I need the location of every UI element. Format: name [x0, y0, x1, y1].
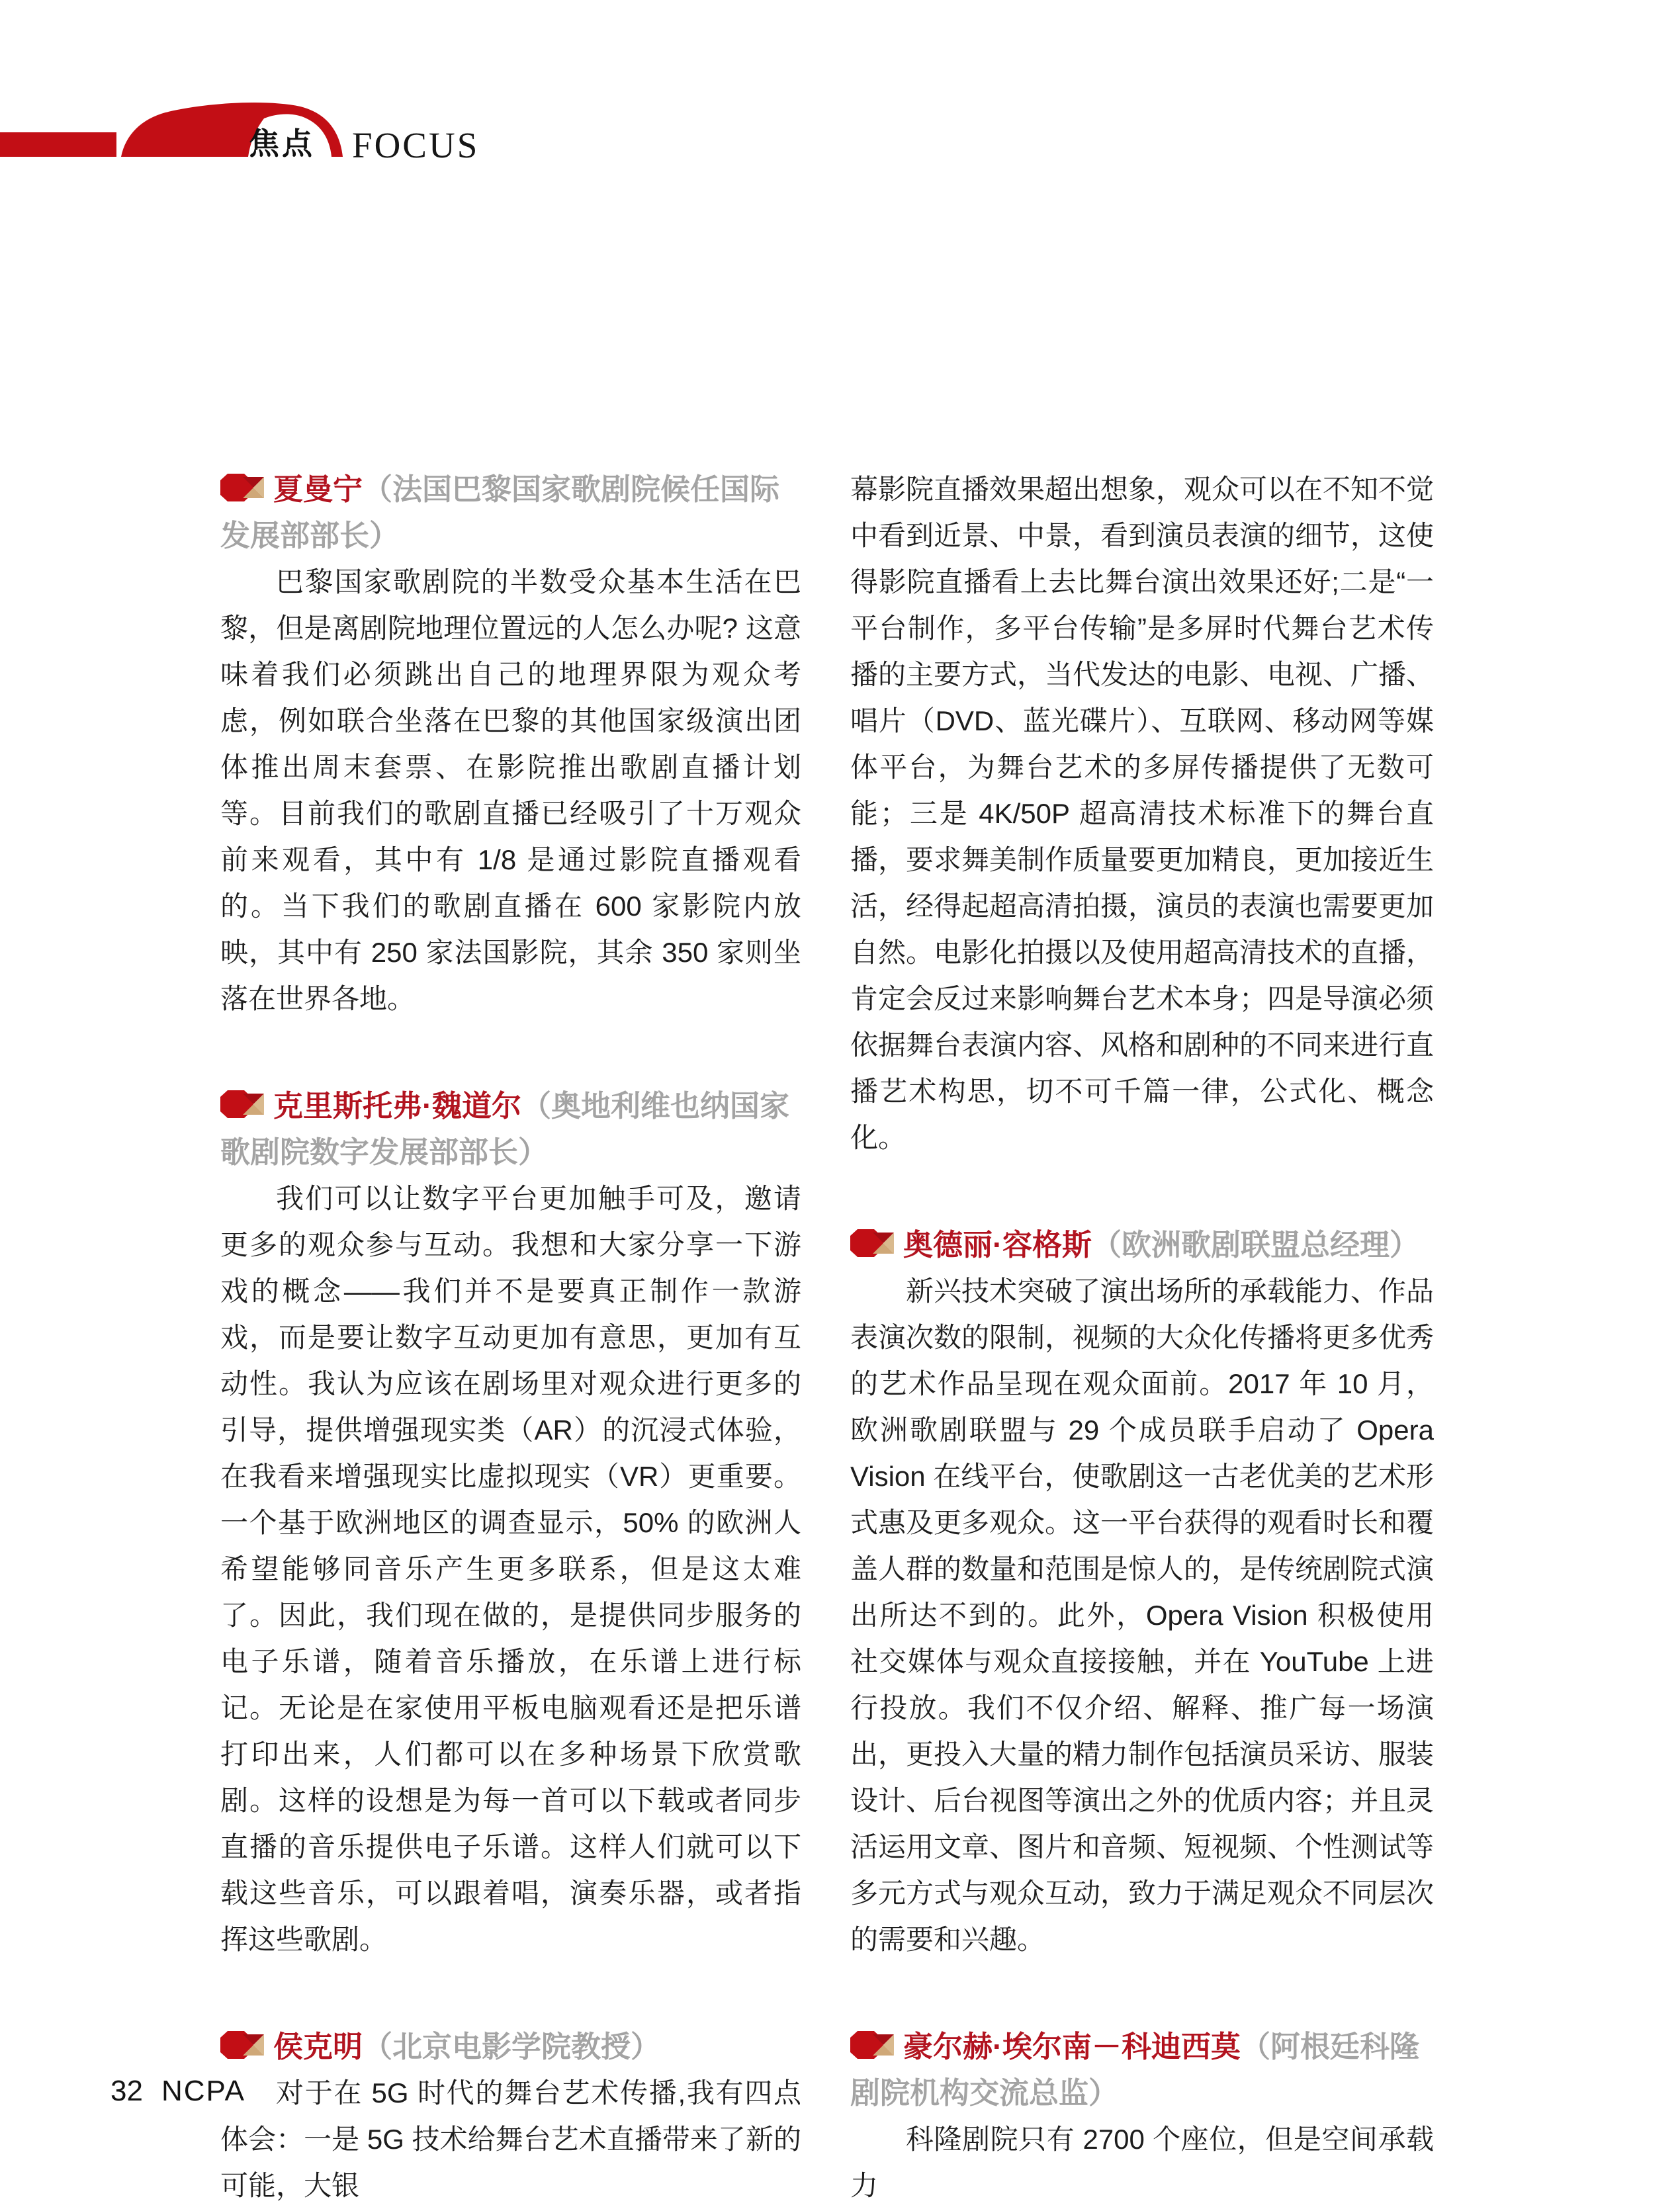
paragraph: 巴黎国家歌剧院的半数受众基本生活在巴黎，但是离剧院地理位置远的人怎么办呢? 这意味着我们必须跳出自己的地理界限为观众考虑，例如联合坐落在巴黎的其他国家级演出团体推出周末套票、在影院推出歌剧直播计划等。目前我们的歌剧直播已经吸引了十万观众前来观看，其中有 1/8 是通过影院直播观看的。当下我们的歌剧直播在 600 家影院内放映，其中有 250 家法国影院，其余 350 家则坐落在世界各地。 — [220, 566, 801, 1014]
speaker-affiliation: （奥地利维也纳国家歌剧院数字发展部部长） — [220, 1089, 790, 1169]
speaker-heading — [220, 1083, 801, 1176]
page-footer — [111, 2075, 245, 2108]
speaker-bullet-icon — [220, 469, 264, 498]
speaker-heading — [220, 466, 801, 559]
speaker-bullet-icon — [850, 1225, 894, 1254]
speaker-affiliation: （法国巴黎国家歌剧院候任国际发展部部长） — [220, 472, 780, 552]
paragraph: 我们可以让数字平台更加触手可及，邀请更多的观众参与互动。我想和大家分享一下游戏的概念——我们并不是要真正制作一款游戏，而是要让数字互动更加有意思，更加有互动性。我认为应该在剧场里对观众进行更多的引导，提供增强现实类（AR）的沉浸式体验，在我看来增强现实比虚拟现实（VR）更重要。一个基于欧洲地区的调查显示，50% 的欧洲人希望能够同音乐产生更多联系，但是这太难了。因此，我们现在做的，是提供同步服务的电子乐谱，随着音乐播放，在乐谱上进行标记。无论是在家使用平板电脑观看还是把乐谱打印出来，人们都可以在多种场景下欣赏歌剧。这样的设想是为每一首可以下载或者同步直播的音乐提供电子乐谱。这样人们就可以下载这些音乐，可以跟着唱，演奏乐器，或者指挥这些歌剧。 — [220, 1183, 801, 1955]
speaker-affiliation: （阿根廷科隆剧院机构交流总监） — [850, 2030, 1420, 2110]
continuation-paragraph: 幕影院直播效果超出想象，观众可以在不知不觉中看到近景、中景，看到演员表演的细节，这使得影院直播看上去比舞台演出效果还好;二是“一平台制作，多平台传输”是多屏时代舞台艺术传播的主要方式，当代发达的电影、电视、广播、唱片（DVD、蓝光碟片）、互联网、移动网等媒体平台，为舞台艺术的多屏传播提供了无数可能；三是 4K/50P 超高清技术标准下的舞台直播，要求舞美制作质量要更加精良，更加接近生活，经得起超高清拍摄，演员的表演也需要更加自然。电影化拍摄以及使用超高清技术的直播，肯定会反过来影响舞台艺术本身；四是导演必须依据舞台表演内容、风格和剧种的不同来进行直播艺术构思，切不可千篇一律，公式化、概念化。 — [850, 474, 1435, 1153]
section-banner-en: FOCUS — [352, 125, 480, 165]
speaker-name: 豪尔赫·埃尔南－科迪西莫 — [903, 2030, 1241, 2063]
masthead — [0, 99, 503, 172]
paragraph: 新兴技术突破了演出场所的承载能力、作品表演次数的限制，视频的大众化传播将更多优秀的艺术作品呈现在观众面前。2017 年 10 月，欧洲歌剧联盟与 29 个成员联手启动了 Opera Vision 在线平台，使歌剧这一古老优美的艺术形式惠及更多观众。这一平台获得的观看时长和覆盖人群的数量和范围是惊人的，是传统剧院式演出所达不到的。此外，Opera Vision 积极使用社交媒体与观众直接接触，并在 YouTube 上进行投放。我们不仅介绍、解释、推广每一场演出，更投入大量的精力制作包括演员采访、服装设计、后台视图等演出之外的优质内容；并且灵活运用文章、图片和音频、短视频、个性测试等多元方式与观众互动，致力于满足观众不同层次的需要和兴趣。 — [850, 1276, 1435, 1955]
speaker-name: 奥德丽·容格斯 — [903, 1228, 1092, 1262]
speaker-name: 克里斯托弗·魏道尔 — [273, 1089, 521, 1123]
speaker-bullet-icon — [850, 2026, 894, 2056]
speaker-bullet-icon — [220, 1086, 264, 1115]
speaker-affiliation: （北京电影学院教授） — [363, 2030, 661, 2063]
speaker-affiliation: （欧洲歌剧联盟总经理） — [1092, 1228, 1420, 1262]
paragraph: 科隆剧院只有 2700 个座位，但是空间承载力 — [850, 2124, 1434, 2201]
header-red-bar — [0, 132, 116, 157]
speaker-name: 侯克明 — [273, 2030, 363, 2063]
section-banner-cn: 焦点 — [249, 126, 315, 161]
speaker-section — [850, 1222, 1434, 1963]
speaker-section — [850, 2024, 1434, 2209]
column-left — [220, 466, 801, 2209]
footer-journal-label: NCPA — [161, 2075, 245, 2107]
footer-page-number: 32 — [111, 2075, 143, 2107]
speaker-section — [220, 1083, 801, 1963]
speaker-bullet-icon — [220, 2026, 264, 2056]
speaker-name: 夏曼宁 — [273, 472, 363, 506]
speaker-heading — [850, 2024, 1434, 2116]
column-right — [850, 466, 1434, 2209]
speaker-section — [220, 2024, 801, 2209]
speaker-heading — [850, 1222, 1434, 1268]
speaker-heading — [220, 2024, 801, 2070]
paragraph: 对于在 5G 时代的舞台艺术传播,我有四点体会：一是 5G 技术给舞台艺术直播带来了新的可能，大银 — [220, 2077, 801, 2201]
speaker-section — [220, 466, 801, 1022]
